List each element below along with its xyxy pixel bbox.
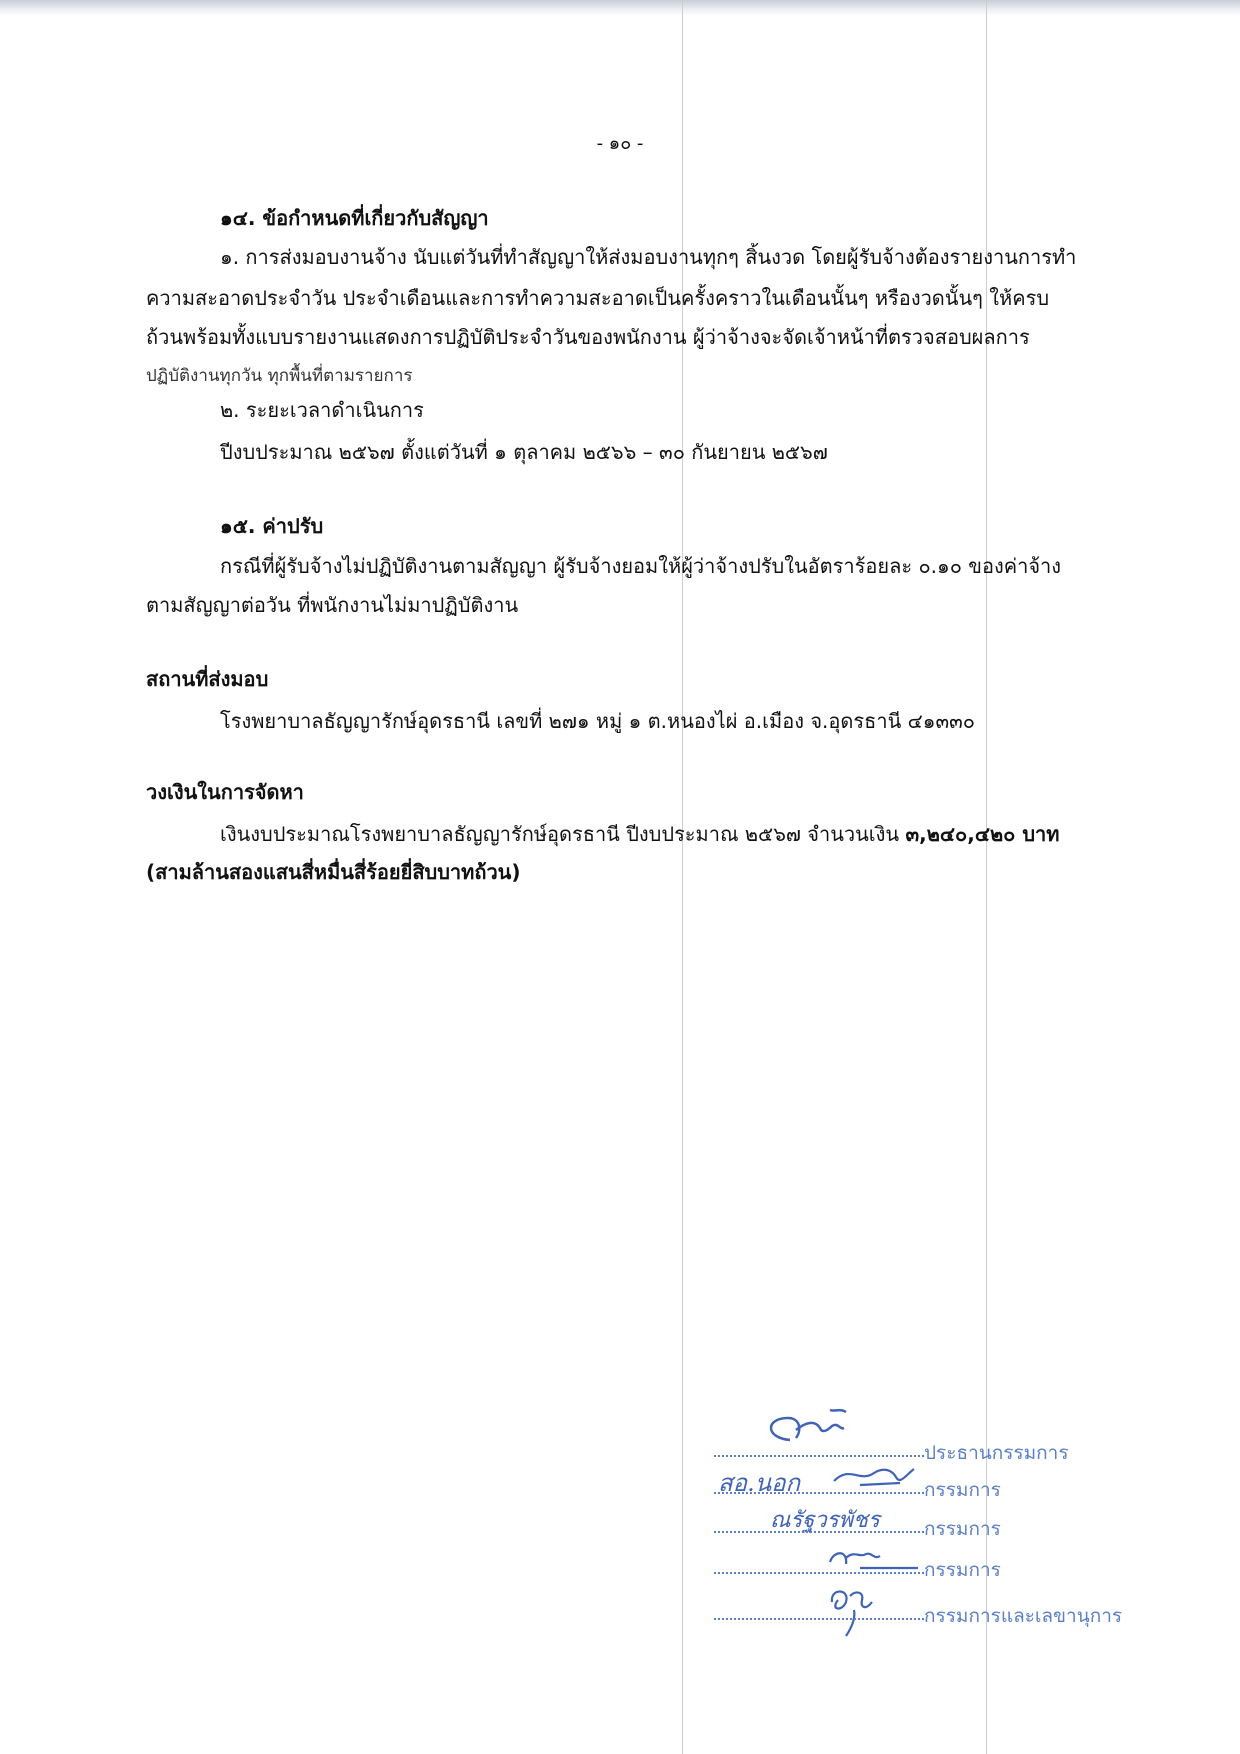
signature-member2-handwriting: ณรัฐวรพัชร <box>770 1508 880 1533</box>
section-14-item2-period: ปีงบประมาณ ๒๕๖๗ ตั้งแต่วันที่ ๑ ตุลาคม ๒๕๖๖ – ๓๐ กันยายน ๒๕๖๗ <box>220 440 828 464</box>
budget-line <box>220 820 1059 848</box>
page-number: - ๑๐ - <box>596 133 644 154</box>
signature-line-member2 <box>714 1531 924 1533</box>
delivery-address: โรงพยาบาลธัญญารักษ์อุดรธานี เลขที่ ๒๗๑ หมู่ ๑ ต.หนองไผ่ อ.เมือง จ.อุดรธานี ๔๑๓๓๐ <box>220 709 975 733</box>
signature-secretary <box>820 1580 890 1640</box>
delivery-heading: สถานที่ส่งมอบ <box>146 667 269 691</box>
section-15-line2: ตามสัญญาต่อวัน ที่พนักงานไม่มาปฏิบัติงาน <box>146 593 519 617</box>
signature-chairman <box>760 1400 870 1460</box>
budget-amount: ๓,๒๔๐,๔๒๐ บาท <box>905 822 1060 846</box>
title-member3: กรรมการ <box>924 1559 1001 1581</box>
section-14-item1-line2: ความสะอาดประจำวัน ประจำเดือนและการทำความสะอาดเป็นครั้งคราวในเดือนนั้นๆ หรืองวดนั้นๆ ให้ครบ <box>146 286 1050 310</box>
signature-line-secretary <box>714 1618 924 1620</box>
budget-amount-words: (สามล้านสองแสนสี่หมื่นสี่ร้อยยี่สิบบาทถ้วน) <box>146 860 521 884</box>
section-14-item1-line4: ปฏิบัติงานทุกวัน ทุกพื้นที่ตามรายการ <box>146 366 413 386</box>
scan-edge <box>0 0 1240 16</box>
title-secretary: กรรมการและเลขานุการ <box>924 1605 1123 1627</box>
budget-description: เงินงบประมาณโรงพยาบาลธัญญารักษ์อุดรธานี ปีงบประมาณ ๒๕๖๗ จำนวนเงิน <box>220 822 900 846</box>
title-chairman: ประธานกรรมการ <box>924 1442 1069 1464</box>
section-15-line1: กรณีที่ผู้รับจ้างไม่ปฏิบัติงานตามสัญญา ผู้รับจ้างยอมให้ผู้ว่าจ้างปรับในอัตราร้อยละ ๐.๑๐ ของค่าจ้าง <box>220 554 1062 578</box>
section-14-heading: ๑๔. ข้อกำหนดที่เกี่ยวกับสัญญา <box>220 206 489 230</box>
signature-member3 <box>820 1540 920 1576</box>
signature-member1 <box>830 1455 920 1495</box>
section-14-item2-heading: ๒. ระยะเวลาดำเนินการ <box>220 398 424 422</box>
signature-line-member3 <box>714 1572 924 1574</box>
title-member1: กรรมการ <box>924 1479 1001 1501</box>
signature-member1-handwriting: สอ.นอก <box>718 1469 801 1497</box>
section-14-item1-line1: ๑. การส่งมอบงานจ้าง นับแต่วันที่ทำสัญญาให้ส่งมอบงานทุกๆ สิ้นงวด โดยผู้รับจ้างต้องรายงานการทำ <box>220 245 1077 269</box>
section-15-heading: ๑๕. ค่าปรับ <box>220 514 324 538</box>
section-14-item1-line3: ถ้วนพร้อมทั้งแบบรายงานแสดงการปฏิบัติประจำวันของพนักงาน ผู้ว่าจ้างจะจัดเจ้าหน้าที่ตรวจสอบผลการ <box>146 325 1030 349</box>
title-member2: กรรมการ <box>924 1518 1001 1540</box>
budget-heading: วงเงินในการจัดหา <box>146 780 304 804</box>
signature-line-member1 <box>714 1492 924 1494</box>
